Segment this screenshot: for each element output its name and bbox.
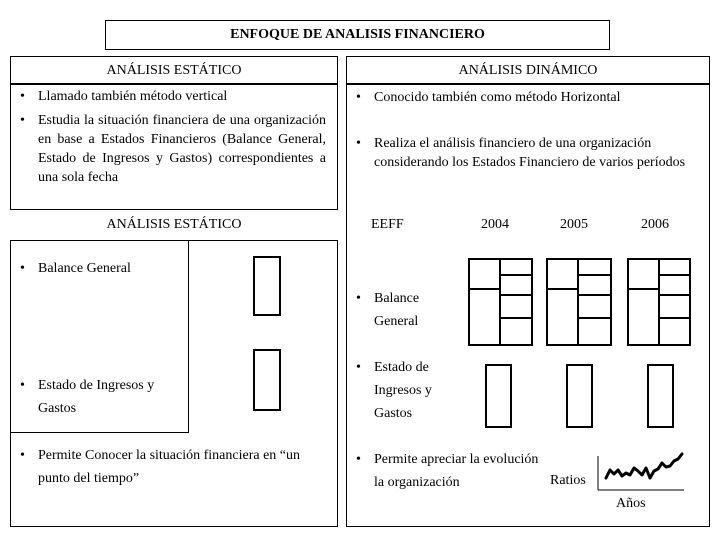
year-2005: 2005 (560, 217, 588, 232)
bullet-icon: • (356, 136, 361, 151)
static-section-header: ANÁLISIS ESTÁTICO (106, 217, 242, 232)
years-label: Años (616, 496, 646, 511)
bullet-icon: • (20, 261, 25, 276)
eeff-label: EEFF (371, 217, 404, 232)
dynamic-header: ANÁLISIS DINÁMICO (458, 63, 598, 78)
balance-sheet-icon (253, 256, 281, 316)
bullet-icon: • (20, 448, 25, 463)
income-statement-2006-icon (647, 364, 674, 428)
bullet-icon: • (356, 90, 361, 105)
bullet-icon: • (356, 360, 361, 375)
income-statement-2004-icon (485, 364, 512, 428)
balance-sheet-2006-icon (627, 258, 691, 346)
balance-sheet-2005-icon (546, 258, 612, 346)
bullet-icon: • (20, 89, 25, 104)
income-statement-2005-icon (566, 364, 593, 428)
static-divider (188, 240, 189, 433)
income-statement-icon (253, 349, 281, 411)
page-title: ENFOQUE DE ANALISIS FINANCIERO (230, 27, 485, 42)
static-hdivider (10, 432, 188, 433)
year-2006: 2006 (641, 217, 669, 232)
bullet-icon: • (20, 113, 25, 128)
static-header: ANÁLISIS ESTÁTICO (106, 63, 242, 78)
ratios-label: Ratios (550, 473, 586, 488)
bullet-icon: • (20, 378, 25, 393)
trend-line-icon (594, 448, 690, 496)
bullet-icon: • (356, 291, 361, 306)
balance-sheet-2004-icon (468, 258, 533, 346)
bullet-icon: • (356, 452, 361, 467)
year-2004: 2004 (481, 217, 509, 232)
